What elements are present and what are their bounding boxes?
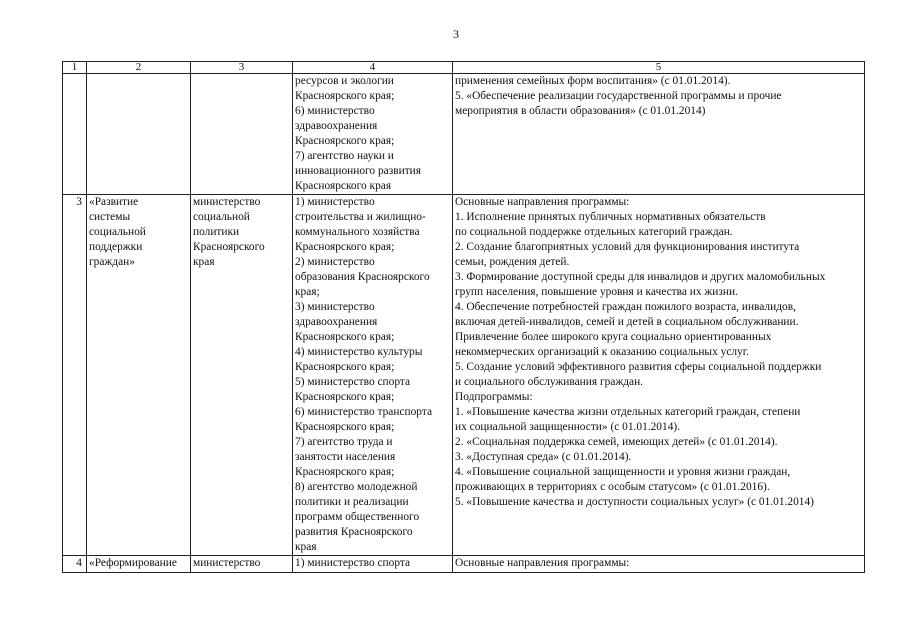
row3-coexec-line: 8) агентство молодежной [295,481,418,493]
row4-program-cell [87,556,191,573]
cont-direction-line: мероприятия в области образования» (с 01.01.2014) [455,105,706,117]
row3-program-cell [87,195,191,556]
row3-direction-line: 5. «Повышение качества и доступности социальных услуг» (с 01.01.2014) [455,496,814,508]
cont-coexec-line: Красноярского края [295,180,392,192]
row3-coexec-line: Красноярского края; [295,421,395,433]
row3-direction-line: проживающих в территориях с особым статусом» (с 01.01.2016). [455,481,770,493]
row3-coexec-line: 6) министерство транспорта [295,406,433,418]
row3-number: 3 [63,195,87,556]
row4-coexecutors: 1) министерство спорта [295,557,411,569]
row3-coexec-line: развития Красноярского [295,526,413,538]
cont-coexec-line: здравоохранения [295,120,378,132]
row3-program-line: граждан» [89,256,135,268]
row3-direction-line: 4. Обеспечение потребностей граждан пожилого возраста, инвалидов, [455,301,796,313]
cont-coexec-line: Красноярского края; [295,135,395,147]
row3-direction-line: 3. «Доступная среда» (с 01.01.2014). [455,451,632,463]
row3-coexec-line: 4) министерство культуры [295,346,423,358]
row3-coexec-line: края [295,541,317,553]
header-col-5: 5 [453,62,865,74]
header-col-4: 4 [293,62,453,74]
header-col-1: 1 [63,62,87,74]
cont-coexec-line: 7) агентство науки и [295,150,394,162]
row3-coexec-line: 5) министерство спорта [295,376,411,388]
table-row-4 [63,556,865,573]
row3-coexec-line: 3) министерство [295,301,375,313]
row3-coexec-line: 1) министерство [295,196,375,208]
row4-coexecutors-cell [293,556,453,573]
row3-direction-line: Основные направления программы: [455,196,630,208]
cont-responsible-cell [191,74,293,195]
row3-direction-line: 5. Создание условий эффективного развития сферы социальной поддержки [455,361,822,373]
row3-direction-line: семьи, рождения детей. [455,256,570,268]
cont-direction-line: применения семейных форм воспитания» (с 01.01.2014). [455,75,731,87]
table-row-3 [63,195,865,556]
header-col-2: 2 [87,62,191,74]
cont-number-cell [63,74,87,195]
row3-direction-line: 1. Исполнение принятых публичных нормативных обязательств [455,211,766,223]
row4-directions: Основные направления программы: [455,557,630,569]
row3-coexec-line: политики и реализации [295,496,409,508]
row3-program-line: системы [89,211,131,223]
row3-coexec-line: программ общественного [295,511,420,523]
row3-program-line: поддержки [89,241,143,253]
row3-direction-line: 1. «Повышение качества жизни отдельных категорий граждан, степени [455,406,801,418]
row3-responsible-line: края [193,256,215,268]
row3-coexec-line: Красноярского края; [295,466,395,478]
cont-program-cell [87,74,191,195]
row3-responsible-line: политики [193,226,240,238]
row3-coexec-line: 7) агентство труда и [295,436,393,448]
row3-direction-line: по социальной поддержке отдельных категорий граждан. [455,226,733,238]
row4-directions-cell [453,556,865,573]
cont-coexec-line: инновационного развития [295,165,422,177]
row3-responsible-line: социальной [193,211,250,223]
cont-coexec-line: 6) министерство [295,105,375,117]
row3-responsible-line: Красноярского [193,241,265,253]
row3-program-line: «Развитие [89,196,139,208]
row3-coexec-line: занятости населения [295,451,396,463]
row3-coexec-line: строительства и жилищно- [295,211,426,223]
table-header-row [63,62,865,74]
row3-coexec-line: 2) министерство [295,256,375,268]
cont-directions-cell [453,74,865,195]
row3-coexec-line: здравоохранения [295,316,378,328]
page-number: 3 [453,27,459,41]
row4-responsible-cell [191,556,293,573]
row3-coexec-line: Красноярского края; [295,331,395,343]
cont-coexec-line: ресурсов и экологии [295,75,394,87]
row3-direction-line: и социального обслуживания граждан. [455,376,644,388]
row3-coexec-line: Красноярского края; [295,391,395,403]
row3-coexec-line: образования Красноярского [295,271,430,283]
cont-direction-line: 5. «Обеспечение реализации государственной программы и прочие [455,90,782,102]
row3-direction-line: 2. Создание благоприятных условий для функционирования института [455,241,800,253]
row3-coexec-line: Красноярского края; [295,361,395,373]
programs-table [62,61,865,573]
table-row-continuation [63,74,865,195]
row3-coexec-line: края; [295,286,320,298]
header-col-3: 3 [191,62,293,74]
row3-coexec-line: коммунального хозяйства [295,226,420,238]
row3-coexec-line: Красноярского края; [295,241,395,253]
cont-coexec-line: Красноярского края; [295,90,395,102]
row3-direction-line: 4. «Повышение социальной защищенности и уровня жизни граждан, [455,466,791,478]
row3-responsible-line: министерство [193,196,261,208]
row3-directions-cell [453,195,865,556]
row3-responsible-cell [191,195,293,556]
row3-subprograms-heading: Подпрограммы: [455,391,533,403]
row3-direction-line: групп населения, повышение уровня и качества их жизни. [455,286,738,298]
row4-number: 4 [63,556,87,573]
row3-direction-line: включая детей-инвалидов, семей и детей в социальном обслуживании. [455,316,799,328]
row3-direction-line: их социальной защищенности» (с 01.01.2014). [455,421,681,433]
row4-program: «Реформирование [89,557,177,569]
row3-direction-line: некоммерческих организаций к оказанию социальных услуг. [455,346,749,358]
row4-responsible: министерство [193,557,261,569]
row3-direction-line: 2. «Социальная поддержка семей, имеющих детей» (с 01.01.2014). [455,436,778,448]
cont-coexecutors-cell [293,74,453,195]
row3-program-line: социальной [89,226,146,238]
row3-direction-line: 3. Формирование доступной среды для инвалидов и других маломобильных [455,271,826,283]
row3-coexecutors-cell [293,195,453,556]
row3-direction-line: Привлечение более широкого круга социально ориентированных [455,331,772,343]
